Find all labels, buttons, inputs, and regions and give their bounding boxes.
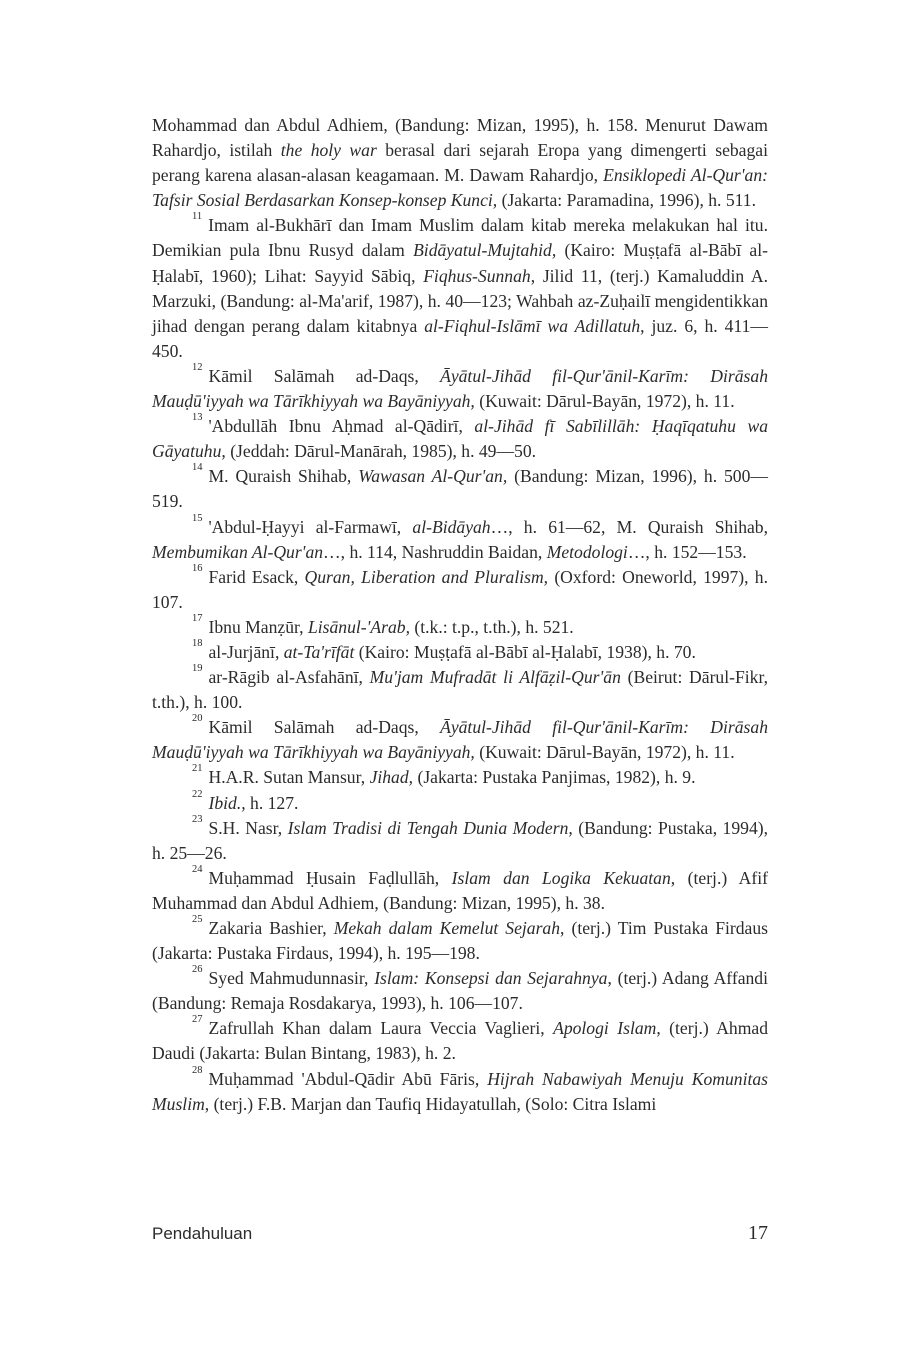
italic-title: al-Bidāyah	[412, 516, 491, 537]
italic-title: Āyātul-Jihād fil-Qur'ānil-Karīm: Dirāsah Mauḍū'iyyah wa Tārīkhiyyah wa Bayāniyyah,	[152, 365, 768, 412]
footnote-20	[152, 715, 768, 765]
italic-title: al-Jihād fī Sabīlillāh: Ḥaqīqatuhu wa Gāyatuhu,	[152, 416, 768, 462]
footnote-number: 21	[192, 763, 203, 775]
footnote-number: 27	[192, 1014, 203, 1026]
footnote-text: , juz. 6, h. 411—450.	[152, 315, 768, 361]
footnote-text: (Kuwait: Dārul-Bayān, 1972), h. 11.	[474, 391, 735, 412]
footnote-12	[152, 361, 768, 414]
footnote-text: , (terj.) Tim Pustaka Firdaus (Jakarta: Pustaka Firdaus, 1994), h. 195—198.	[152, 918, 769, 964]
footnote-text: Ibnu Manẓūr,	[208, 616, 308, 637]
footnote-26	[152, 966, 768, 1016]
page-number: 17	[748, 1222, 768, 1244]
italic-title: Ensiklopedi Al-Qur'an: Tafsir Sosial Berdasarkan Konsep-konsep Kunci,	[152, 165, 768, 211]
footnote-text: (Bandung: Pustaka, 1994), h. 25—26.	[152, 817, 769, 863]
footnote-21	[152, 765, 768, 790]
italic-title: Mekah dalam Kemelut Sejarah	[333, 918, 561, 938]
footnote-text: , (terj.) F.B. Marjan dan Taufiq Hidayatullah, (Solo: Citra Islami	[204, 1093, 657, 1114]
footnote-number: 16	[192, 562, 203, 574]
footnote-13	[152, 414, 768, 464]
footnote-text: (Kuwait: Dārul-Bayān, 1972), h. 11.	[474, 742, 735, 763]
footnote-text: Kāmil Salāmah ad-Daqs,	[208, 365, 441, 386]
footnote-text: , (terj.) Afif Muhammad dan Abdul Adhiem, (Bandung: Mizan, 1995), h. 38.	[152, 867, 768, 913]
italic-title: Fiqhus-Sunnah	[423, 265, 531, 286]
footnote-number: 28	[192, 1064, 203, 1076]
footnote-text: M. Quraish Shihab,	[208, 466, 359, 487]
footnote-number: 24	[192, 863, 203, 875]
footnote-15	[152, 512, 769, 565]
footnote-text: Imam al-Bukhārī dan Imam Muslim dalam kitab mereka melakukan hal itu. Demikian pula Ibnu Rusyd dalam	[152, 215, 768, 261]
footnote-number: 14	[192, 462, 203, 474]
footnote-number: 25	[192, 914, 203, 925]
footnotes-block	[152, 113, 768, 1117]
italic-title: Jihad,	[369, 767, 414, 788]
footnote-text: (t.k.: t.p., t.th.), h. 521.	[409, 616, 574, 637]
footnote-18	[152, 637, 768, 665]
footnote-text: 'Abdullāh Ibnu Aḥmad al-Qādirī,	[208, 416, 475, 437]
footnote-number: 20	[192, 713, 203, 725]
italic-title: Wawasan Al-Qur'an,	[358, 466, 508, 487]
footnote-11	[152, 213, 768, 364]
italic-title: Āyātul-Jihād fil-Qur'ānil-Karīm: Dirāsah Mauḍū'iyyah wa Tārīkhiyyah wa Bayāniyyah,	[152, 717, 768, 763]
footnote-text: Zafrullah Khan dalam Laura Veccia Vaglieri,	[208, 1018, 554, 1039]
footnote-text: berasal dari sejarah Eropa yang dimengerti sebagai perang karena alasan-alasan keagamaan. M. Dawam Rahardjo,	[152, 140, 768, 186]
footnote-text: 'Abdul-Ḥayyi al-Farmawī,	[208, 516, 413, 537]
footnote-text: Zakaria Bashier,	[208, 918, 334, 938]
footnote-continuation	[152, 113, 768, 213]
footnote-23	[152, 813, 769, 866]
footnote-text: (Jakarta: Pustaka Panjimas, 1982), h. 9.	[413, 767, 696, 788]
running-footer-title: Pendahuluan	[152, 1224, 253, 1243]
italic-title: Islam: Konsepsi dan Sejarahnya	[374, 968, 608, 989]
footnote-text: H.A.R. Sutan Mansur,	[208, 767, 370, 788]
footnote-text: Kāmil Salāmah ad-Daqs,	[208, 717, 441, 738]
italic-title: al-Fiqhul-Islāmī wa Adillatuh	[424, 315, 641, 336]
footnote-text: , (terj.) Adang Affandi (Bandung: Remaja Rosdakarya, 1993), h. 106—107.	[152, 968, 768, 1014]
footnote-text: h. 127.	[245, 792, 299, 813]
footnote-number: 15	[192, 512, 203, 524]
footnote-27	[152, 1016, 768, 1066]
footnote-24	[152, 863, 768, 916]
footnote-text: Muḥammad 'Abdul-Qādir Abū Fāris,	[208, 1068, 488, 1089]
footnote-number: 12	[192, 361, 203, 373]
footnote-text: ar-Rāgib al-Asfahānī,	[208, 667, 370, 688]
italic-title: Mu'jam Mufradāt li Alfāẓil-Qur'ān	[369, 667, 621, 688]
italic-title: Islam Tradisi di Tengah Dunia Modern,	[287, 817, 573, 838]
footnote-19	[152, 665, 768, 715]
italic-title: Membumikan Al-Qur'an	[152, 541, 324, 562]
footnote-number: 26	[192, 964, 203, 976]
footnote-16	[152, 562, 768, 615]
footnote-text: (Oxford: Oneworld, 1997), h. 107.	[152, 566, 768, 612]
footnote-text: , (terj.) Ahmad Daudi (Jakarta: Bulan Bintang, 1983), h. 2.	[152, 1018, 769, 1064]
footnote-text: (Jakarta: Paramadina, 1996), h. 511.	[497, 190, 756, 211]
footnote-text: Farid Esack,	[208, 566, 305, 587]
footnote-number: 13	[192, 412, 203, 424]
footnote-number: 22	[192, 788, 203, 800]
footnote-text: …, h. 152—153.	[627, 541, 747, 562]
italic-title: Quran, Liberation and Pluralism,	[304, 566, 549, 587]
italic-title: Bidāyatul-Mujtahid,	[413, 240, 557, 261]
footnote-text: S.H. Nasr,	[208, 817, 288, 838]
footnote-text: (Jeddah: Dārul-Manārah, 1985), h. 49—50.	[225, 441, 537, 462]
footnote-text: , Jilid 11, (terj.) Kamaluddin A. Marzuki, (Bandung: al-Ma'arif, 1987), h. 40—123; Wahbah az-Zuḥailī mengidentikkan jihad dengan perang dalam kitabnya	[152, 265, 768, 336]
footnote-text: (Kairo: Muṣṭafā al-Bābī al-Ḥalabī, 1938), h. 70.	[354, 641, 696, 662]
footnote-text: Syed Mahmudunnasir,	[208, 968, 375, 989]
italic-title: Hijrah Nabawiyah Menuju Komunitas Muslim	[152, 1068, 769, 1114]
footnote-text: (Beirut: Dārul-Fikr, t.th.), h. 100.	[152, 667, 768, 713]
italic-title: Apologi Islam	[553, 1018, 657, 1039]
footnote-text: …, h. 114, Nashruddin Baidan,	[323, 541, 547, 562]
footnote-text: (Bandung: Mizan, 1996), h. 500—519.	[152, 466, 768, 512]
footnote-number: 11	[192, 211, 203, 223]
footnote-text: Muḥammad Ḥusain Faḍlullāh,	[208, 867, 452, 888]
italic-title: Metodologi	[546, 541, 628, 562]
footnote-14	[152, 464, 768, 514]
footnote-text: Mohammad dan Abdul Adhiem, (Bandung: Mizan, 1995), h. 158. Menurut Dawam Rahardjo, istilah	[152, 115, 768, 161]
footnote-25	[152, 916, 768, 966]
footnote-number: 23	[192, 813, 203, 825]
footnote-number: 19	[192, 663, 203, 675]
footnote-number: 18	[192, 637, 203, 649]
footnote-22	[152, 788, 768, 816]
italic-title: the holy war	[280, 140, 377, 161]
italic-title: Lisānul-'Arab,	[307, 616, 410, 637]
footnote-text: (Kairo: Muṣṭafā al-Bābī al-Ḥalabī, 1960); Lihat: Sayyid Sābiq,	[152, 240, 768, 286]
italic-title: at-Ta'rīfāt	[283, 641, 355, 662]
footnote-28	[152, 1064, 769, 1117]
footnote-text: …, h. 61—62, M. Quraish Shihab,	[490, 516, 769, 537]
italic-title: Islam dan Logika Kekuatan	[451, 867, 671, 888]
footnote-number: 17	[192, 612, 203, 624]
footnote-17	[152, 612, 768, 640]
italic-title: Ibid.,	[208, 792, 246, 813]
footnote-text: al-Jurjānī,	[208, 641, 284, 662]
